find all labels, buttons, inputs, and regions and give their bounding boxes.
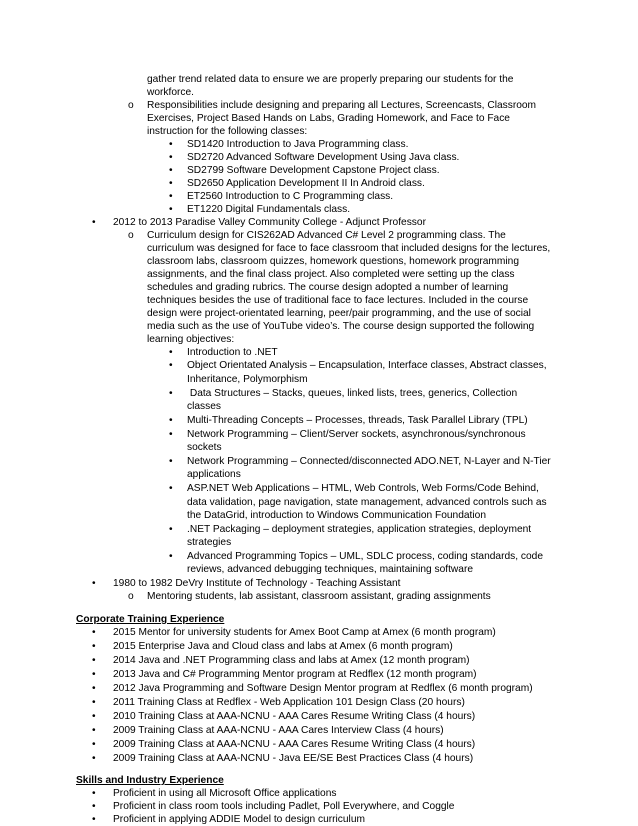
bullet-icon: • [92,739,96,750]
bullet-icon: • [169,204,173,215]
bullet-icon: • [169,415,173,426]
bullet-icon: • [169,429,173,440]
job-title: 1980 to 1982 DeVry Institute of Technology - Teaching Assistant [113,578,401,589]
bullet-icon: • [169,165,173,176]
bullet-icon: • [92,627,96,638]
bullet-icon: • [92,217,96,228]
bullet-icon: • [92,814,96,825]
bullet-icon: • [92,725,96,736]
circle-bullet-icon: o [128,230,134,241]
bullet-icon: • [169,178,173,189]
bullet-icon: • [169,152,173,163]
bullet-icon: • [92,711,96,722]
bullet-icon: • [92,641,96,652]
bullet-icon: • [92,578,96,589]
bullet-icon: • [169,456,173,467]
bullet-icon: • [92,697,96,708]
bullet-icon: • [169,139,173,150]
circle-bullet-icon: o [128,100,134,111]
bullet-icon: • [92,669,96,680]
bullet-icon: • [169,524,173,535]
bullet-icon: • [169,191,173,202]
job-title: 2012 to 2013 Paradise Valley Community College - Adjunct Professor [113,217,426,228]
bullet-icon: • [92,788,96,799]
bullet-icon: • [92,801,96,812]
bullet-icon: • [92,683,96,694]
bullet-icon: • [169,388,173,399]
bullet-icon: • [169,347,173,358]
bullet-icon: • [169,483,173,494]
bullet-icon: • [169,551,173,562]
resume-page: gather trend related data to ensure we are properly preparing our students for the workforce. o Responsibilities include designing and preparing all Lectures, Screencasts, Classroom Exercises, Project Based Hands on Labs, Grading Homework, and Face to Face instruction for the following classes: • SD1420 Introduction to Java Programming class. • SD2720 Advanced Software Development Using Java class. • SD2799 Software Development Capstone Project class. • SD2650 Application Development II In Android class. • ET2560 Introduction to C Programming class. • ET1220 Digital Fundamentals class. • 2012 to 2013 Paradise Valley Community College - Adjunct Professor o Curriculum design for CIS262AD Advanced C# Level 2 programming class. The curriculum was designed for face to face classroom that included designs for the lectures, classroom labs, classroom quizzes, homework questions, homework programming assignments, and the final class project. Also completed were setting up the class schedules and grading rubrics. The course design adopted a number of learning techniques besides the use of traditional face to face lectures. Included in the course design were project-orientated learning, peer/pair programming, and the use of social media such as the use of YouTube video’s. The course design supported the following learning objectives: • Introduction to .NET • Object Orientated Analysis – Encapsulation, Interface classes, Abstract classes, Inheritance, Polymorphism • Data Structures – Stacks, queues, linked lists, trees, generics, Collection classes • Multi-Threading Concepts – Processes, threads, Task Parallel Library (TPL) • Network Programming – Client/Server sockets, asynchronous/synchronous sockets • Network Programming – Connected/disconnected ADO.NET, N-Layer and N-Tier applications • ASP.NET Web Applications – HTML, Web Controls, Web Forms/Code Behind, data validation, page navigation, state management, advanced controls such as the DataGrid, introduction to Windows Communication Foundation • .NET Packaging – deployment strategies, application strategies, deployment strategies • Advanced Programming Topics – UML, SDLC process, coding standards, code reviews, advanced debugging techniques, maintaining software • 1980 to 1982 DeVry Institute of Technology - Teaching Assistant o Mentoring students, lab assistant, classroom assistant, grading assignments Corporate Training Experience • 2015 Mentor for university students for Amex Boot Camp at Amex (6 month program) • 2015 Enterprise Java and Cloud class and labs at Amex (6 month program) • 2014 Java and .NET Programming class and labs at Amex (12 month program) • 2013 Java and C# Programming Mentor program at Redflex (12 month program) • 2012 Java Programming and Software Design Mentor program at Redflex (6 month program) • 2011 Training Class at Redflex - Web Application 101 Design Class (20 hours) • 2010 Training Class at AAA-NCNU - AAA Cares Resume Writing Class (4 hours) • 2009 Training Class at AAA-NCNU - AAA Cares Interview Class (4 hours) • 2009 Training Class at AAA-NCNU - AAA Cares Resume Writing Class (4 hours) • 2009 Training Class at AAA-NCNU - Java EE/SE Best Practices Class (4 hours) Skills and Industry Experience • Proficient in using all Microsoft Office applications • Proficient in class room tools including Padlet, Poll Everywhere, and Coggle • Proficient in applying ADDIE Model to design curriculum [76,74,551,825]
bullet-icon: • [92,655,96,666]
bullet-icon: • [169,360,173,371]
circle-bullet-icon: o [128,591,134,602]
bullet-icon: • [92,753,96,764]
